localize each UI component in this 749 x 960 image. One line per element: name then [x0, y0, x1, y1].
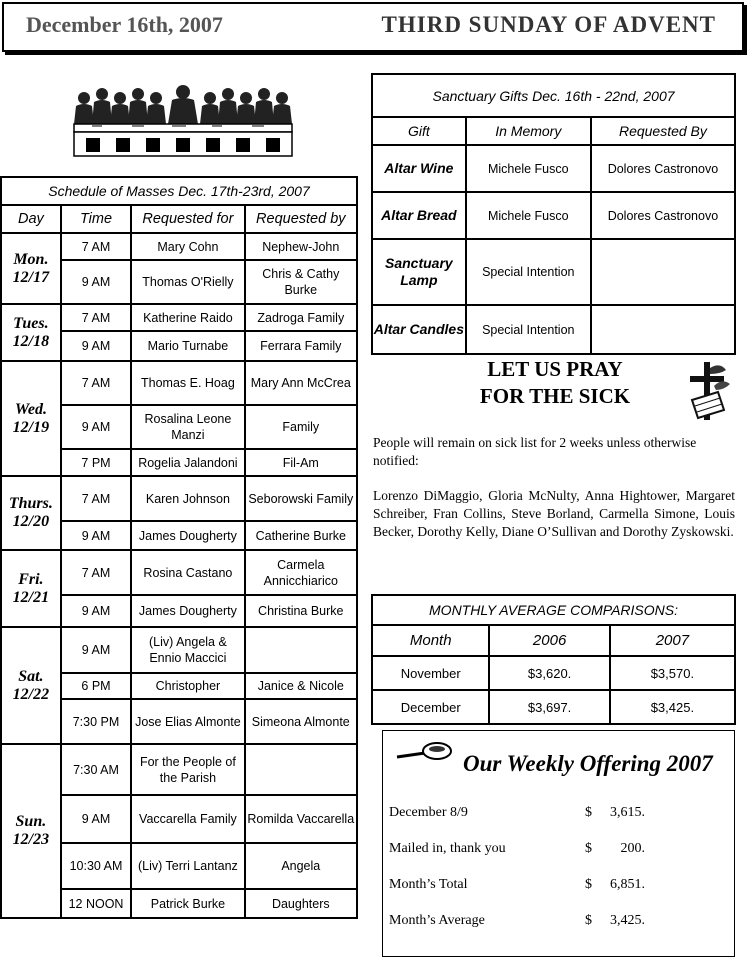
column-header-requested-by: Requested By — [591, 117, 735, 145]
gift-cell: Sanctuary Lamp — [372, 239, 466, 305]
table-row — [1, 476, 357, 521]
weekly-offering-title: Our Weekly Offering 2007 — [463, 751, 713, 776]
requested-by-cell: Romilda Vaccarella — [245, 795, 357, 843]
requested-for-cell: Mary Cohn — [131, 233, 244, 260]
requested-by-cell: Chris & Cathy Burke — [245, 260, 357, 304]
weekly-offering-box — [382, 730, 735, 957]
day-date: 12/17 — [12, 268, 50, 286]
day-cell — [1, 476, 61, 550]
requested-by-cell: Ferrara Family — [245, 331, 357, 361]
requested-for-cell: James Dougherty — [131, 521, 244, 550]
column-header-in-memory: In Memory — [466, 117, 591, 145]
day-cell — [1, 304, 61, 361]
monthly-comparison-caption: MONTHLY AVERAGE COMPARISONS: — [372, 595, 735, 625]
gift-cell: Altar Candles — [372, 305, 466, 354]
pray-heading-line2: FOR THE SICK — [479, 384, 631, 408]
day-name: Tues. — [13, 314, 49, 332]
in-memory-cell: Special Intention — [466, 239, 591, 305]
requested-by-cell — [591, 239, 735, 305]
requested-by-cell: Daughters — [245, 889, 357, 918]
mass-schedule-table — [0, 176, 358, 919]
table-row — [372, 239, 735, 305]
requested-for-cell: Patrick Burke — [131, 889, 244, 918]
column-header-day: Day — [1, 205, 61, 233]
time-cell: 9 AM — [61, 795, 131, 843]
month-cell: December — [372, 690, 489, 724]
bulletin-header — [2, 2, 744, 52]
table-row — [1, 744, 357, 795]
table-row — [372, 305, 735, 354]
time-cell: 7 AM — [61, 304, 131, 331]
last-supper-illustration — [72, 82, 294, 158]
requested-for-cell: (Liv) Angela & Ennio Maccici — [131, 627, 244, 673]
sick-list-names: Lorenzo DiMaggio, Gloria McNulty, Anna Hightower, Margaret Schreiber, Fran Collins, Steve Borland, Carmella Simone, Louis Becker, Dorothy Kelly, Diane O’Sullivan and Dorothy Zyskowski. — [373, 488, 735, 539]
time-cell: 7 AM — [61, 476, 131, 521]
offering-amount: 200. — [620, 841, 645, 856]
sick-list-note: People will remain on sick list for 2 weeks unless otherwise notified: — [373, 435, 697, 468]
table-row — [1, 361, 357, 405]
table-row — [372, 656, 735, 690]
time-cell: 7 PM — [61, 449, 131, 476]
offering-dollar-sign: $ — [585, 877, 592, 892]
day-name: Sun. — [15, 813, 47, 830]
time-cell: 9 AM — [61, 260, 131, 304]
offering-amount: 3,615. — [610, 805, 645, 820]
time-cell: 9 AM — [61, 627, 131, 673]
requested-by-cell: Catherine Burke — [245, 521, 357, 550]
offering-amount: 6,851. — [610, 877, 645, 892]
month-cell: November — [372, 656, 489, 690]
requested-by-cell — [591, 305, 735, 354]
requested-for-cell: Thomas O'Rielly — [131, 260, 244, 304]
day-name: Fri. — [18, 570, 44, 588]
table-row — [1, 550, 357, 595]
pray-for-sick-heading — [440, 356, 670, 410]
requested-for-cell: James Dougherty — [131, 595, 244, 627]
requested-by-cell — [245, 627, 357, 673]
table-row — [1, 304, 357, 331]
day-name: Thurs. — [8, 495, 53, 512]
requested-for-cell: Mario Turnabe — [131, 331, 244, 361]
monthly-comparison-table — [371, 594, 736, 725]
time-cell: 6 PM — [61, 673, 131, 699]
requested-by-cell: Dolores Castronovo — [591, 192, 735, 239]
gift-cell: Altar Bread — [372, 192, 466, 239]
requested-for-cell: (Liv) Terri Lantanz — [131, 843, 244, 889]
column-header-requested-by: Requested by — [245, 205, 357, 233]
column-header-month: Month — [372, 625, 489, 656]
time-cell: 7:30 PM — [61, 699, 131, 744]
in-memory-cell: Michele Fusco — [466, 192, 591, 239]
offering-dollar-sign: $ — [585, 841, 592, 856]
table-row — [372, 145, 735, 192]
requested-for-cell: Rosina Castano — [131, 550, 244, 595]
requested-by-cell: Family — [245, 405, 357, 449]
day-date: 12/22 — [12, 685, 50, 703]
table-row — [372, 192, 735, 239]
time-cell: 7 AM — [61, 233, 131, 260]
requested-for-cell: Thomas E. Hoag — [131, 361, 244, 405]
day-date: 12/20 — [12, 513, 50, 530]
time-cell: 9 AM — [61, 331, 131, 361]
requested-by-cell: Christina Burke — [245, 595, 357, 627]
offering-amount: 3,425. — [610, 913, 645, 928]
offering-label: Month’s Total — [389, 877, 468, 892]
requested-by-cell — [245, 744, 357, 795]
value-2006-cell: $3,697. — [489, 690, 609, 724]
value-2007-cell: $3,570. — [610, 656, 735, 690]
requested-by-cell: Fil-Am — [245, 449, 357, 476]
day-name: Mon. — [13, 250, 49, 268]
requested-by-cell: Simeona Almonte — [245, 699, 357, 744]
table-row — [372, 690, 735, 724]
sanctuary-gifts-caption: Sanctuary Gifts Dec. 16th - 22nd, 2007 — [372, 74, 735, 117]
time-cell: 7 AM — [61, 361, 131, 405]
time-cell: 12 NOON — [61, 889, 131, 918]
day-cell — [1, 361, 61, 476]
requested-by-cell: Mary Ann McCrea — [245, 361, 357, 405]
column-header-gift: Gift — [372, 117, 466, 145]
time-cell: 9 AM — [61, 595, 131, 627]
sanctuary-gifts-table — [371, 73, 736, 355]
bulletin-date: December 16th, 2007 — [26, 12, 223, 37]
cross-bible-icon — [684, 360, 736, 428]
day-date: 12/19 — [12, 418, 50, 436]
offering-label: Month’s Average — [389, 913, 485, 928]
day-name: Sat. — [18, 667, 44, 685]
column-header-2007: 2007 — [610, 625, 735, 656]
requested-for-cell: Jose Elias Almonte — [131, 699, 244, 744]
day-cell — [1, 744, 61, 918]
pray-heading-line1: LET US PRAY — [487, 357, 623, 381]
requested-for-cell: Vaccarella Family — [131, 795, 244, 843]
column-header-2006: 2006 — [489, 625, 609, 656]
time-cell: 9 AM — [61, 521, 131, 550]
requested-for-cell: Rosalina Leone Manzi — [131, 405, 244, 449]
requested-for-cell: Katherine Raido — [131, 304, 244, 331]
day-cell — [1, 233, 61, 304]
column-header-time: Time — [61, 205, 131, 233]
offering-dollar-sign: $ — [585, 913, 592, 928]
offering-dollar-sign: $ — [585, 805, 592, 820]
day-cell — [1, 627, 61, 744]
bulletin-title: THIRD SUNDAY OF ADVENT — [381, 12, 716, 37]
in-memory-cell: Michele Fusco — [466, 145, 591, 192]
time-cell: 7:30 AM — [61, 744, 131, 795]
mass-schedule-caption: Schedule of Masses Dec. 17th-23rd, 2007 — [1, 177, 357, 205]
offering-label: Mailed in, thank you — [389, 841, 506, 856]
offering-label: December 8/9 — [389, 805, 468, 820]
time-cell: 9 AM — [61, 405, 131, 449]
offering-basket-icon — [395, 739, 455, 767]
table-row — [1, 627, 357, 673]
time-cell: 7 AM — [61, 550, 131, 595]
time-cell: 10:30 AM — [61, 843, 131, 889]
day-date: 12/18 — [12, 332, 50, 350]
table-row — [1, 233, 357, 260]
requested-by-cell: Carmela Annicchiarico — [245, 550, 357, 595]
requested-by-cell: Nephew-John — [245, 233, 357, 260]
requested-for-cell: For the People of the Parish — [131, 744, 244, 795]
requested-by-cell: Zadroga Family — [245, 304, 357, 331]
day-date: 12/23 — [12, 831, 50, 848]
requested-by-cell: Seborowski Family — [245, 476, 357, 521]
in-memory-cell: Special Intention — [466, 305, 591, 354]
day-name: Wed. — [14, 400, 47, 418]
gift-cell: Altar Wine — [372, 145, 466, 192]
day-cell — [1, 550, 61, 627]
requested-by-cell: Dolores Castronovo — [591, 145, 735, 192]
value-2006-cell: $3,620. — [489, 656, 609, 690]
column-header-requested-for: Requested for — [131, 205, 244, 233]
requested-for-cell: Christopher — [131, 673, 244, 699]
value-2007-cell: $3,425. — [610, 690, 735, 724]
requested-by-cell: Angela — [245, 843, 357, 889]
requested-for-cell: Karen Johnson — [131, 476, 244, 521]
requested-for-cell: Rogelia Jalandoni — [131, 449, 244, 476]
day-date: 12/21 — [12, 588, 50, 606]
requested-by-cell: Janice & Nicole — [245, 673, 357, 699]
